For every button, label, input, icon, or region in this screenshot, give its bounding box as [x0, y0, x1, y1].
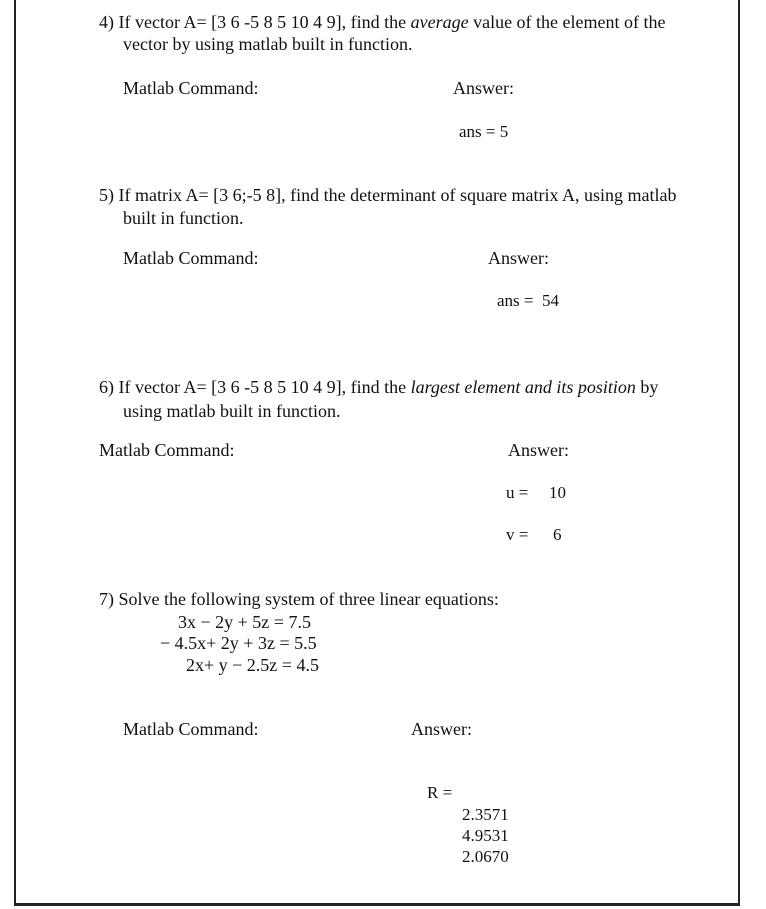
q5-text-line1: 5) If matrix A= [3 6;-5 8], find the determinant of square matrix A, using matlab [99, 185, 677, 205]
q7-text-line1: 7) Solve the following system of three linear equations: [99, 589, 499, 609]
q4-text-line2: vector by using matlab built in function. [123, 34, 413, 54]
q6-u-label: u = [506, 483, 529, 502]
q7-r-value-2: 4.9531 [462, 826, 509, 845]
q4-text-line1: 4) If vector A= [3 6 -5 8 5 10 4 9], find the average value of the element of the [99, 12, 666, 32]
q7-equation-3: 2x+ y − 2.5z = 4.5 [186, 655, 319, 675]
q4-command-label: Matlab Command: [123, 78, 259, 98]
q6-text-line1: 6) If vector A= [3 6 -5 8 5 10 4 9], find the largest element and its position by [99, 377, 659, 397]
q5-answer-value: ans = 54 [497, 291, 559, 310]
q5-text-line2: built in function. [123, 208, 244, 228]
q7-r-label: R = [427, 783, 453, 802]
q7-command-label: Matlab Command: [123, 719, 259, 739]
q7-r-value-1: 2.3571 [462, 805, 509, 824]
q7-r-value-3: 2.0670 [462, 847, 509, 866]
q4-emphasis: average [410, 12, 469, 32]
q5-command-label: Matlab Command: [123, 248, 259, 268]
q6-emphasis: largest element and its position [410, 377, 636, 397]
q4-answer-label: Answer: [453, 78, 514, 98]
q6-text-line2: using matlab built in function. [123, 401, 341, 421]
q6-u-value: 10 [549, 483, 566, 502]
q6-v-label: v = [506, 525, 529, 544]
q7-answer-label: Answer: [411, 719, 472, 739]
q6-command-label: Matlab Command: [99, 440, 235, 460]
q4-answer-value: ans = 5 [459, 122, 509, 141]
q6-answer-label: Answer: [508, 440, 569, 460]
q7-equation-1: 3x − 2y + 5z = 7.5 [178, 612, 311, 632]
q6-v-value: 6 [553, 525, 562, 544]
q5-answer-label: Answer: [488, 248, 549, 268]
q7-equation-2: − 4.5x+ 2y + 3z = 5.5 [160, 633, 317, 653]
